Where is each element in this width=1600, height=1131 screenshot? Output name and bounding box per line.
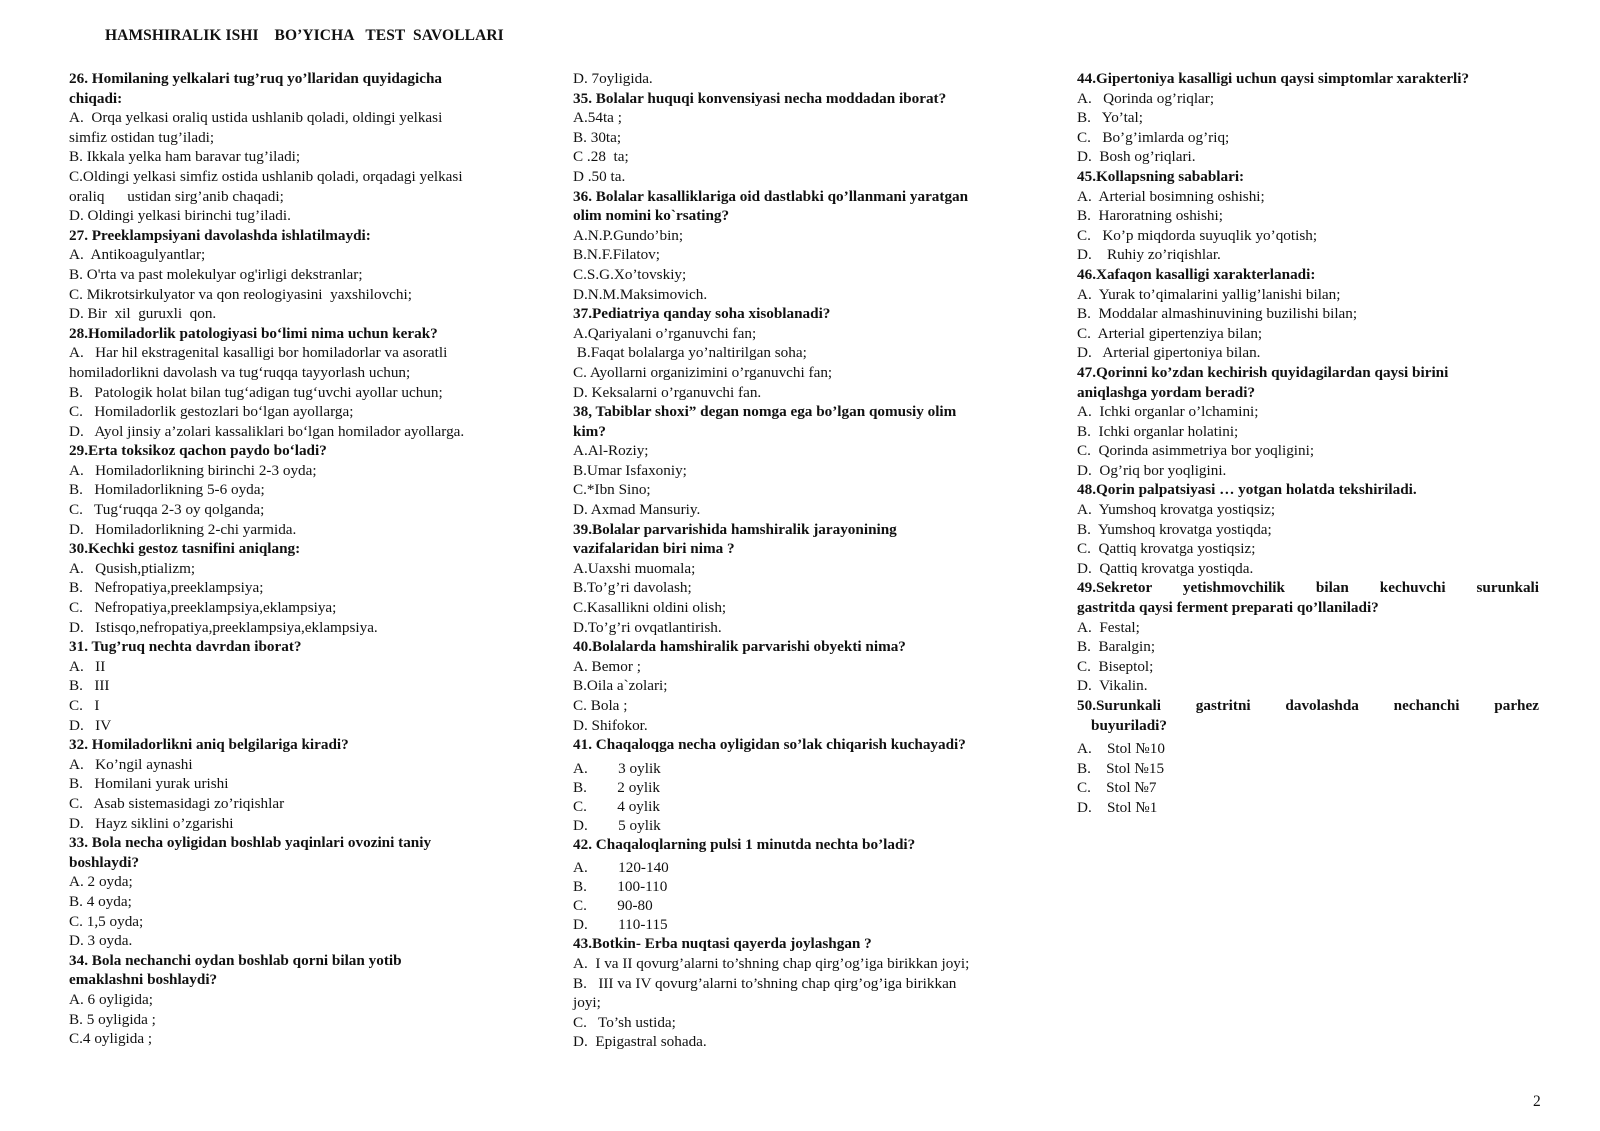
column-2	[573, 69, 1028, 1052]
answer-option: D. Shifokor.	[573, 716, 648, 734]
answer-option: B.N.F.Filatov;	[573, 246, 660, 264]
answer-option: D. Epigastral sohada.	[573, 1033, 707, 1051]
question-line: 31. Tug’ruq nechta davrdan iborat?	[69, 638, 302, 656]
question-line: aniqlashga yordam beradi?	[1077, 383, 1256, 401]
answer-option: A.Qariyalani o’rganuvchi fan;	[573, 324, 757, 342]
answer-option: B.Faqat bolalarga yo’naltirilgan soha;	[573, 344, 807, 362]
answer-option: homiladorlikni davolash va tug‘ruqqa tayyorlash uchun;	[69, 363, 411, 381]
answer-option: C.Oldingi yelkasi simfiz ostida ushlanib qoladi, orqadagi yelkasi	[69, 167, 463, 185]
answer-option: A. Ko’ngil aynashi	[69, 755, 193, 773]
answer-option: A.54ta ;	[573, 109, 622, 127]
answer-option: A. Bemor ;	[573, 657, 641, 675]
answer-option: B. 2 oylik	[573, 778, 660, 796]
question-line: 47.Qorinni ko’zdan kechirish quyidagilardan qaysi birini	[1077, 363, 1449, 381]
answer-option: D. Istisqo,nefropatiya,preeklampsiya,eklampsiya.	[69, 618, 378, 636]
answer-option: B. Stol №15	[1077, 759, 1165, 777]
question-line: olim nomini ko`rsating?	[573, 207, 730, 225]
answer-option: D. 110-115	[573, 916, 668, 934]
answer-option: D. 3 oyda.	[69, 932, 133, 950]
column-3	[1077, 69, 1539, 818]
answer-option: D. 7oyligida.	[573, 70, 653, 87]
answer-option: A. Qusish,ptializm;	[69, 559, 196, 577]
answer-option: A. Festal;	[1077, 618, 1140, 636]
answer-option: A. Stol №10	[1077, 740, 1165, 758]
answer-option: D.To’g’ri ovqatlantirish.	[573, 618, 722, 636]
answer-option: C. Nefropatiya,preeklampsiya,eklampsiya;	[69, 599, 337, 617]
answer-option: C. Biseptol;	[1077, 657, 1154, 675]
answer-option: C. Bola ;	[573, 697, 628, 714]
answer-option: D. Stol №1	[1077, 798, 1158, 816]
answer-option: B. Yo’tal;	[1077, 109, 1143, 127]
answer-option: simfiz ostidan tug’iladi;	[69, 128, 215, 146]
answer-option: B. 100-110	[573, 878, 668, 896]
question-line: 38, Tabiblar shoxi” degan nomga ega bo’lgan qomusiy olim	[573, 403, 957, 421]
question-line: emaklashni boshlaydi?	[69, 971, 218, 989]
answer-option: D. Arterial gipertoniya bilan.	[1077, 344, 1261, 362]
question-line: chiqadi:	[69, 89, 123, 107]
answer-option: B. Nefropatiya,preeklampsiya;	[69, 579, 264, 597]
answer-option: A. Yumshoq krovatga yostiqsiz;	[1077, 501, 1276, 519]
answer-option: joyi;	[573, 994, 601, 1012]
answer-option: C.*Ibn Sino;	[573, 481, 651, 499]
question-line: 30.Kechki gestoz tasnifini aniqlang:	[69, 540, 301, 558]
answer-option: B. Haroratning oshishi;	[1077, 207, 1223, 225]
answer-option: D. Hayz siklini o’zgarishi	[69, 814, 234, 832]
question-line: 32. Homiladorlikni aniq belgilariga kiradi?	[69, 736, 349, 754]
answer-option: B. 4 oyda;	[69, 892, 132, 910]
answer-option: C. Qattiq krovatga yostiqsiz;	[1077, 540, 1256, 558]
answer-option: C. Mikrotsirkulyator va qon reologiyasini yaxshilovchi;	[69, 285, 412, 303]
answer-option: D. IV	[69, 716, 112, 734]
question-line: 37.Pediatriya qanday soha xisoblanadi?	[573, 305, 831, 323]
question-line: 34. Bola nechanchi oydan boshlab qorni bilan yotib	[69, 951, 402, 969]
answer-option: B. Ikkala yelka ham baravar tug’iladi;	[69, 148, 301, 166]
answer-option: B. III	[69, 677, 110, 695]
answer-option: C. Ko’p miqdorda suyuqlik yo’qotish;	[1077, 226, 1318, 244]
question-line: 27. Preeklampsiyani davolashda ishlatilmaydi:	[69, 226, 371, 244]
answer-option: B.Oila a`zolari;	[573, 677, 668, 695]
answer-option: C. Stol №7	[1077, 779, 1157, 797]
question-line: 49.Sekretor yetishmovchilik bilan kechuvchi surunkali	[1077, 579, 1539, 597]
question-line: 40.Bolalarda hamshiralik parvarishi obyekti nima?	[573, 638, 906, 656]
answer-option: A. Ichki organlar o’lchamini;	[1077, 403, 1259, 421]
answer-option: B.Umar Isfaxoniy;	[573, 461, 687, 479]
question-line: 50.Surunkali gastritni davolashda nechanchi parhez	[1077, 697, 1539, 714]
answer-option: B. 5 oyligida ;	[69, 1010, 156, 1028]
answer-option: D. Vikalin.	[1077, 677, 1148, 695]
answer-option: A. Har hil ekstragenital kasalligi bor homiladorlar va asoratli	[69, 344, 448, 362]
answer-option: C. Bo’g’imlarda og’riq;	[1077, 128, 1230, 146]
answer-option: D. 5 oylik	[573, 816, 661, 834]
answer-option: A. II	[69, 657, 106, 675]
answer-option: D. Bosh og’riqlari.	[1077, 148, 1196, 166]
question-line: 35. Bolalar huquqi konvensiyasi necha moddadan iborat?	[573, 89, 947, 107]
question-line: 44.Gipertoniya kasalligi uchun qaysi simptomlar xarakterli?	[1077, 70, 1470, 87]
answer-option: B. Ichki organlar holatini;	[1077, 422, 1239, 440]
answer-option: A.Uaxshi muomala;	[573, 559, 696, 577]
answer-option: C. 4 oylik	[573, 797, 660, 815]
answer-option: B.To’g’ri davolash;	[573, 579, 692, 597]
answer-option: D. Homiladorlikning 2-chi yarmida.	[69, 520, 297, 538]
question-line: 46.Xafaqon kasalligi xarakterlanadi:	[1077, 265, 1316, 283]
question-line: 39.Bolalar parvarishida hamshiralik jarayonining	[573, 520, 897, 538]
answer-option: B. Yumshoq krovatga yostiqda;	[1077, 520, 1272, 538]
answer-option: C.S.G.Xo’tovskiy;	[573, 265, 687, 283]
answer-option: C. Homiladorlik gestozlari bo‘lgan ayollarga;	[69, 403, 354, 421]
answer-option: D. Oldingi yelkasi birinchi tug’iladi.	[69, 207, 291, 225]
answer-option: C.Kasallikni oldini olish;	[573, 599, 727, 617]
answer-option: C. Tug‘ruqqa 2-3 oy qolganda;	[69, 501, 265, 519]
answer-option: B. Homiladorlikning 5-6 oyda;	[69, 481, 265, 499]
answer-option: A. Orqa yelkasi oraliq ustida ushlanib qoladi, oldingi yelkasi	[69, 109, 443, 127]
question-line: gastritda qaysi ferment preparati qo’llaniladi?	[1077, 599, 1379, 617]
question-line: 48.Qorin palpatsiyasi … yotgan holatda tekshiriladi.	[1077, 481, 1417, 499]
answer-option: A. Arterial bosimning oshishi;	[1077, 187, 1265, 205]
answer-option: B. Patologik holat bilan tug‘adigan tug‘uvchi ayollar uchun;	[69, 383, 443, 401]
answer-option: A.N.P.Gundo’bin;	[573, 226, 684, 244]
question-line: 41. Chaqaloqga necha oyligidan so’lak chiqarish kuchayadi?	[573, 736, 966, 754]
answer-option: C. Qorinda asimmetriya bor yoqligini;	[1077, 442, 1315, 460]
answer-option: B. III va IV qovurg’alarni to’shning chap qirg’og’iga birikkan	[573, 974, 957, 992]
answer-option: C. 1,5 oyda;	[69, 912, 144, 930]
question-line: boshlaydi?	[69, 853, 140, 871]
answer-option: C. To’sh ustida;	[573, 1013, 676, 1031]
answer-option: D .50 ta.	[573, 167, 626, 185]
question-line: 36. Bolalar kasalliklariga oid dastlabki qo’llanmani yaratgan	[573, 187, 969, 205]
question-line: 42. Chaqaloqlarning pulsi 1 minutda nechta bo’ladi?	[573, 835, 916, 853]
answer-option: A.Al-Roziy;	[573, 442, 649, 460]
answer-option: D. Keksalarni o’rganuvchi fan.	[573, 383, 762, 401]
answer-option: D. Ayol jinsiy a’zolari kassaliklari bo‘lgan homilador ayollarga.	[69, 422, 465, 440]
answer-option: A. Qorinda og’riqlar;	[1077, 89, 1215, 107]
question-line: kim?	[573, 422, 606, 440]
answer-option: B. 30ta;	[573, 128, 622, 146]
answer-option: A. Homiladorlikning birinchi 2-3 oyda;	[69, 461, 317, 479]
answer-option: oraliq ustidan sirg’anib chaqadi;	[69, 187, 284, 205]
answer-option: C .28 ta;	[573, 148, 629, 166]
answer-option: B. Moddalar almashinuvining buzilishi bilan;	[1077, 305, 1358, 323]
answer-option: C.4 oyligida ;	[69, 1030, 153, 1048]
answer-option: D. Qattiq krovatga yostiqda.	[1077, 559, 1254, 577]
column-1	[69, 69, 524, 1049]
answer-option: C. Asab sistemasidagi zo’riqishlar	[69, 794, 285, 812]
question-line: 26. Homilaning yelkalari tug’ruq yo’llaridan quyidagicha	[69, 70, 442, 87]
question-line: 45.Kollapsning sabablari:	[1077, 167, 1245, 185]
answer-option: C. 90-80	[573, 897, 653, 915]
answer-option: C. Arterial gipertenziya bilan;	[1077, 324, 1263, 342]
answer-option: C. I	[69, 697, 100, 714]
answer-option: D. Ruhiy zo’riqishlar.	[1077, 246, 1221, 264]
answer-option: D.N.M.Maksimovich.	[573, 285, 708, 303]
answer-option: C. Ayollarni organizimini o’rganuvchi fan;	[573, 363, 833, 381]
question-line: vazifalaridan biri nima ?	[573, 540, 735, 558]
answer-option: B. Homilani yurak urishi	[69, 775, 229, 793]
answer-option: B. Baralgin;	[1077, 638, 1156, 656]
answer-option: D. Bir xil guruxli qon.	[69, 305, 217, 323]
answer-option: A. Yurak to’qimalarini yallig’lanishi bilan;	[1077, 285, 1341, 303]
question-line: 33. Bola necha oyligidan boshlab yaqinlari ovozini taniy	[69, 834, 432, 852]
answer-option: A. 2 oyda;	[69, 873, 133, 891]
page-number: 2	[1533, 1093, 1541, 1110]
answer-option: A. 3 oylik	[573, 759, 661, 777]
question-line: 43.Botkin- Erba nuqtasi qayerda joylashgan ?	[573, 935, 872, 953]
question-line: 29.Erta toksikoz qachon paydo bo‘ladi?	[69, 442, 327, 460]
answer-option: D. Axmad Mansuriy.	[573, 501, 701, 519]
answer-option: A. Antikoagulyantlar;	[69, 246, 206, 264]
answer-option: B. O'rta va past molekulyar og'irligi dekstranlar;	[69, 265, 363, 283]
answer-option: A. 6 oyligida;	[69, 990, 153, 1008]
answer-option: A. 120-140	[573, 859, 669, 877]
answer-option: D. Og’riq bor yoqligini.	[1077, 461, 1227, 479]
question-line: 28.Homiladorlik patologiyasi bo‘limi nima uchun kerak?	[69, 324, 438, 342]
page-title: HAMSHIRALIK ISHI BO’YICHA TEST SAVOLLARI	[105, 27, 504, 44]
answer-option: A. I va II qovurg’alarni to’shning chap qirg’og’iga birikkan joyi;	[573, 954, 970, 972]
question-line: buyuriladi?	[1091, 716, 1167, 734]
